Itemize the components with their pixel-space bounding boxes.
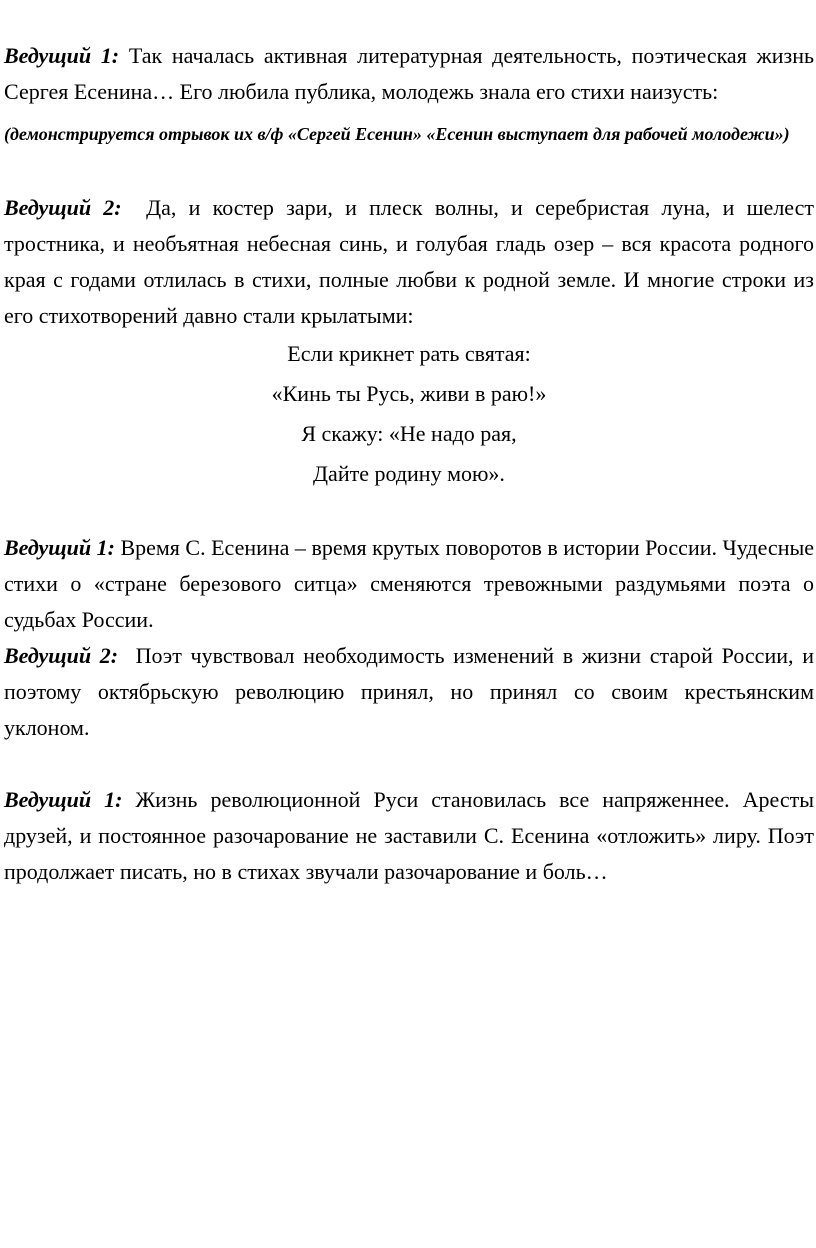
poem-line: Если крикнет рать святая: <box>287 341 531 366</box>
paragraph-text: Да, и костер зари, и плеск волны, и серебристая луна, и шелест тростника, и необъятная небесная синь, и голубая гладь озер – вся красота родного края с годами отлилась в стихи, полные любви к родной земле. И многие строки из его стихотворений давно стали крылатыми: <box>4 195 814 328</box>
paragraph-spacer <box>4 494 814 530</box>
stage-direction-note: (демонстрируется отрывок их в/ф «Сергей Есенин» «Есенин выступает для рабочей молодежи») <box>4 124 790 144</box>
paragraph-spacer <box>4 746 814 782</box>
poem-line: Я скажу: «Не надо рая, <box>301 421 517 446</box>
paragraph-text: Жизнь революционной Руси становилась все напряженнее. Аресты друзей, и постоянное разочарование не заставили С. Есенина «отложить» лиру. Поэт продолжает писать, но в стихах звучали разочарование и боль… <box>4 787 815 884</box>
paragraph-spacer <box>4 154 814 190</box>
speaker-label: Ведущий 1: <box>4 43 120 68</box>
paragraph-host1-intro <box>4 38 814 110</box>
speaker-label: Ведущий 2: <box>4 643 119 668</box>
poem-quote <box>4 334 814 494</box>
paragraph-host1-hardship <box>4 782 814 890</box>
paragraph-host2-nature <box>4 190 814 334</box>
speaker-label: Ведущий 2: <box>4 195 122 220</box>
document-page <box>4 38 814 890</box>
speaker-label: Ведущий 1: <box>4 535 115 560</box>
speaker-label: Ведущий 1: <box>4 787 123 812</box>
paragraph-host1-turns <box>4 530 814 638</box>
poem-line: «Кинь ты Русь, живи в раю!» <box>271 381 547 406</box>
poem-line: Дайте родину мою». <box>313 461 505 486</box>
paragraph-text: Время С. Есенина – время крутых поворотов в истории России. Чудесные стихи о «стране березового ситца» сменяются тревожными раздумьями поэта о судьбах России. <box>4 535 815 632</box>
paragraph-host2-revolution <box>4 638 814 746</box>
paragraph-text: Поэт чувствовал необходимость изменений в жизни старой России, и поэтому октябрьскую революцию принял, но принял со своим крестьянским уклоном. <box>4 643 814 740</box>
paragraph-text: Так началась активная литературная деятельность, поэтическая жизнь Сергея Есенина… Его любила публика, молодежь знала его стихи наизусть: <box>4 43 815 104</box>
